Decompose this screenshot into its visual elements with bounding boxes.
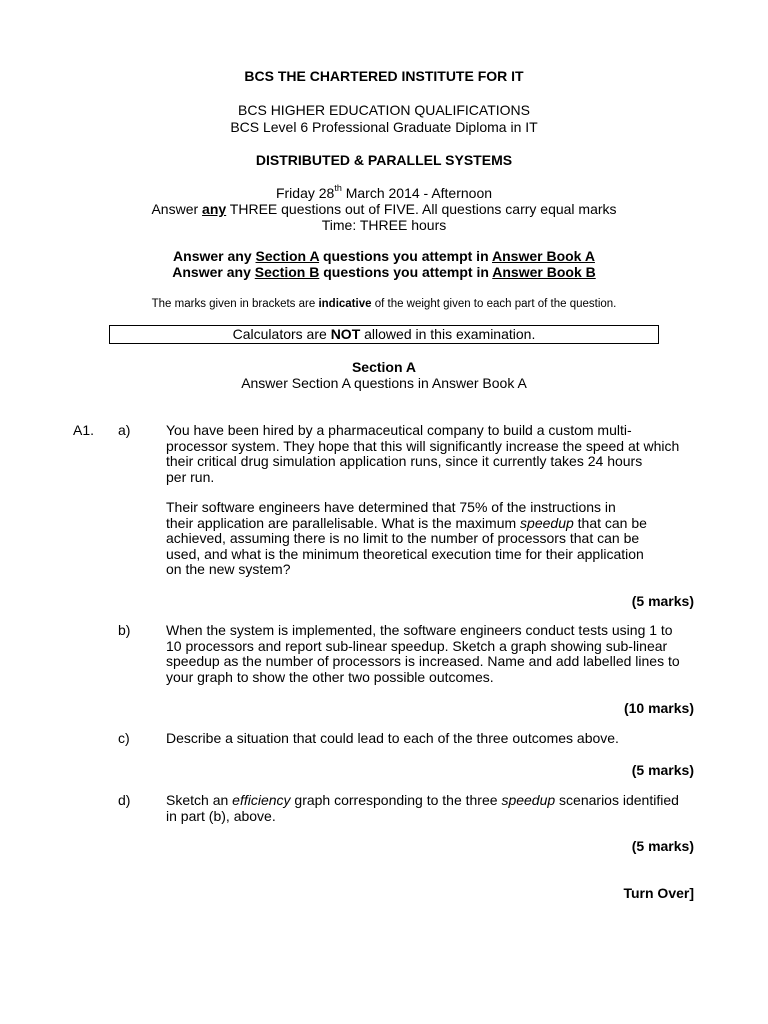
part-d-line: in part (b), above. [166, 807, 276, 824]
part-a-p2-line: achieved, assuming there is no limit to the number of processors that can be [166, 530, 640, 546]
section-subtitle: Answer Section A questions in Answer Book A [241, 375, 527, 391]
question-number: A1. [73, 422, 95, 438]
answer-instruction [0, 201, 768, 217]
institute-title: BCS THE CHARTERED INSTITUTE FOR IT [244, 68, 524, 84]
part-a-p2-text: their application are parallelisable. What is the maximum [166, 514, 521, 531]
part-a-p2-line: on the new system? [166, 561, 291, 577]
part-b-line: your graph to show the other two possible outcomes. [166, 668, 494, 685]
section-b-link: Section B [254, 264, 320, 280]
section-a-instruction [0, 248, 768, 264]
part-d-text: graph corresponding to the three [290, 792, 502, 808]
subject-title: DISTRIBUTED & PARALLEL SYSTEMS [255, 152, 513, 168]
qualification-title: BCS HIGHER EDUCATION QUALIFICATIONS [238, 102, 530, 118]
part-b-label: b) [118, 622, 131, 638]
answer-instruction-pre: Answer [151, 201, 203, 217]
part-a-p2-line [166, 516, 666, 532]
marks-note [0, 296, 768, 312]
part-a-p1-line: per run. [166, 468, 215, 485]
calculator-notice-post: allowed in this examination. [360, 326, 536, 342]
answer-book-a: Answer Book A [492, 248, 595, 264]
part-d-line [166, 792, 679, 809]
exam-date-suffix: th [334, 183, 342, 194]
turn-over-note: Turn Over] [623, 885, 694, 901]
exam-time: Time: THREE hours [321, 217, 447, 233]
answer-book-b: Answer Book B [492, 264, 596, 280]
section-title: Section A [351, 359, 417, 375]
diploma-title: BCS Level 6 Professional Graduate Diploma in IT [230, 119, 538, 135]
calculator-notice-pre: Calculators are [232, 326, 331, 342]
part-c-line: Describe a situation that could lead to each of the three outcomes above. [166, 730, 619, 746]
part-a-p2-line: Their software engineers have determined that 75% of the instructions in [166, 499, 616, 515]
part-a-label: a) [118, 422, 131, 438]
part-c-label: c) [118, 730, 130, 746]
part-b-line: 10 processors and report sub-linear speedup. Sketch a graph showing sub-linear [166, 637, 668, 654]
exam-date-day: Friday 28 [275, 185, 335, 201]
part-c-marks: (5 marks) [631, 762, 694, 778]
part-b-line: When the system is implemented, the software engineers conduct tests using 1 to [166, 622, 673, 638]
section-a-link: Section A [255, 248, 320, 264]
section-a-instruction-pre: Answer any [173, 248, 256, 264]
part-b-line: speedup as the number of processors is increased. Name and add labelled lines to [166, 653, 680, 669]
part-a-p1-line: processor system. They hope that this will significantly increase the speed at which [166, 437, 680, 454]
part-c-paragraph [166, 731, 666, 747]
part-d-label: d) [118, 792, 131, 808]
part-d-text: scenarios identified [555, 792, 679, 808]
part-d-paragraph [166, 792, 679, 824]
speedup-term: speedup [520, 514, 574, 531]
exam-date [0, 185, 768, 201]
part-b-paragraph [166, 622, 680, 685]
part-d-text: Sketch an [166, 792, 233, 808]
efficiency-term: efficiency [232, 792, 291, 808]
section-b-instruction [0, 264, 768, 280]
section-b-instruction-mid: questions you attempt in [319, 264, 493, 280]
marks-note-bold: indicative [318, 298, 372, 310]
part-a-p2-line: used, and what is the minimum theoretical execution time for their application [166, 545, 644, 562]
exam-date-rest: March 2014 - Afternoon [341, 185, 493, 201]
calculator-notice-bold: NOT [330, 326, 361, 342]
part-b-marks: (10 marks) [623, 700, 694, 716]
part-a-paragraph-1 [166, 422, 680, 485]
part-a-paragraph-2 [166, 500, 666, 578]
section-a-instruction-mid: questions you attempt in [319, 248, 492, 264]
speedup-term: speedup [501, 792, 556, 808]
section-b-instruction-pre: Answer any [172, 264, 255, 280]
answer-instruction-any: any [202, 201, 227, 217]
part-a-marks: (5 marks) [631, 593, 694, 609]
part-a-p1-line: their critical drug simulation application runs, since it currently takes 24 hours [166, 453, 643, 469]
calculator-notice [109, 325, 659, 344]
part-d-marks: (5 marks) [631, 838, 694, 854]
part-a-p1-line: You have been hired by a pharmaceutical company to build a custom multi- [166, 422, 632, 438]
answer-instruction-post: THREE questions out of FIVE. All questions carry equal marks [226, 201, 617, 217]
part-a-p2-text: that can be [573, 514, 647, 531]
marks-note-post: of the weight given to each part of the question. [371, 298, 617, 310]
marks-note-pre: The marks given in brackets are [151, 298, 319, 310]
